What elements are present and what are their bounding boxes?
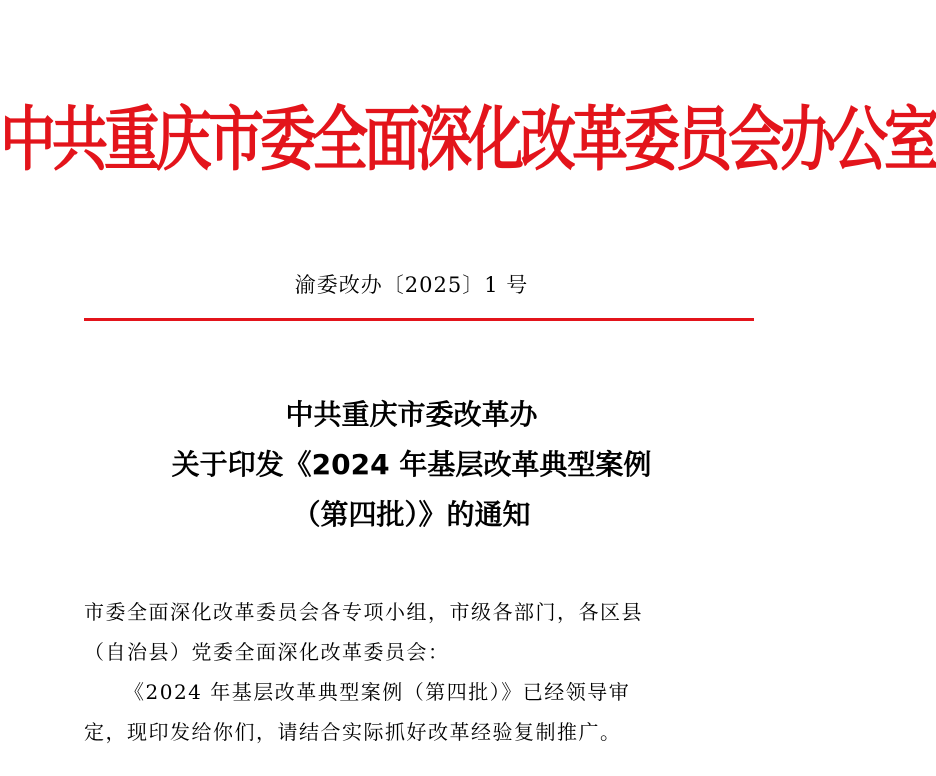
- title-line-3: （第四批）》的通知: [292, 498, 531, 531]
- document-number: 渝委改办〔2025〕1 号: [294, 273, 529, 297]
- issuer-header: 中共重庆市委全面深化改革委员会办公室: [0, 99, 936, 181]
- document-title: [0, 390, 823, 540]
- paragraph-line-2: 定，现印发给你们，请结合实际抓好改革经验复制推广。: [84, 720, 622, 744]
- title-line-2: 关于印发《2024 年基层改革典型案例: [171, 448, 652, 481]
- red-separator-line: [84, 318, 754, 321]
- salutation-line-2: （自治县）党委全面深化改革委员会：: [84, 640, 450, 664]
- document-body: [84, 592, 754, 752]
- paragraph-line-1: 《2024 年基层改革典型案例（第四批）》已经领导审: [124, 680, 631, 704]
- salutation-line-1: 市委全面深化改革委员会各专项小组，市级各部门，各区县: [84, 600, 643, 624]
- title-line-1: 中共重庆市委改革办: [285, 398, 538, 431]
